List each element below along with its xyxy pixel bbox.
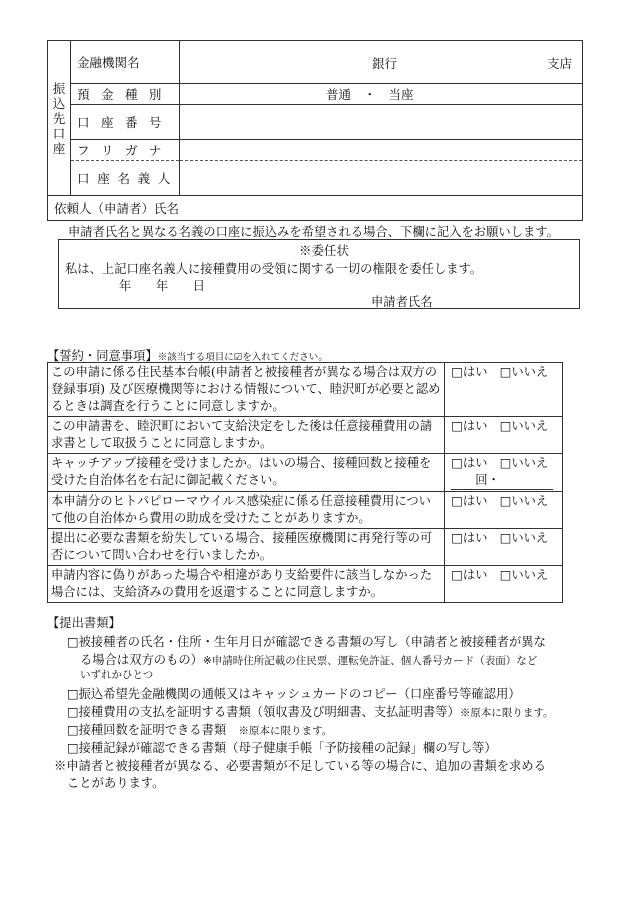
oath-answer-cell[interactable]: [445, 454, 563, 492]
delegation-box: [58, 239, 580, 309]
oath-question: 本申請分のヒトパピローマウイルス感染症に係る任意接種費用について他の自治体から費用の助成を受けたことがありますか。: [48, 492, 445, 529]
doc-item-bankbook[interactable]: □振込希望先金融機関の通帳又はキャッシュカードのコピー（口座番号等確認用）: [67, 687, 521, 701]
docs-footer-2: ことがあります。: [67, 776, 165, 790]
oath-question: この申請に係る住民基本台帳(申請者と被接種者が異なる場合は双方の登録事項) 及び医療機関等における情報について、睦沢町が必要と認めるときは調査を行うことに同意しますか。: [48, 363, 445, 417]
institution-label: 金融機関名: [71, 41, 180, 84]
account-type-field[interactable]: 普通 ・ 当座: [180, 84, 583, 105]
oath-answer[interactable]: □はい □いいえ: [445, 492, 563, 529]
holder-field[interactable]: [180, 161, 583, 196]
table-row: [48, 492, 563, 529]
side-char: 込: [52, 95, 66, 111]
oath-question: この申請書を、睦沢町において支給決定をした後は任意接種費用の請求書として取扱うことに同意しますか。: [48, 417, 445, 454]
oath-answer[interactable]: □はい □いいえ: [445, 529, 563, 566]
catchup-count[interactable]: 回・: [451, 472, 553, 490]
account-number-field[interactable]: [180, 105, 583, 140]
bank-side-label: [48, 41, 71, 196]
client-name-row[interactable]: [48, 196, 583, 221]
delegation-text: 私は、上記口座名義人に接種費用の受領に関する一切の権限を委任します。: [65, 262, 483, 276]
side-char: 先: [52, 110, 66, 126]
doc-item-count-note: ※原本に限ります。: [238, 725, 333, 737]
doc-item-id[interactable]: □被接種者の氏名・住所・生年月日が確認できる書類の写し（申請者と被接種者が異な: [67, 635, 546, 649]
oath-title: 【誓約・同意事項】: [47, 349, 158, 363]
account-number-label: 口 座 番 号: [71, 105, 180, 140]
table-row: [48, 566, 563, 603]
oath-answer[interactable]: □はい □いいえ: [451, 456, 549, 470]
doc-item-id-note2: いずれかひとつ: [80, 669, 154, 681]
oath-question: キャッチアップ接種を受けましたか。はいの場合、接種回数と接種を受けた自治体名を右記に御記載ください。: [48, 454, 445, 492]
furigana-field[interactable]: [180, 140, 583, 161]
client-label: 依頼人（申請者）氏名: [54, 201, 180, 216]
delegation-date[interactable]: 年 年 日: [119, 279, 206, 293]
bank-suffix: 銀行: [372, 56, 398, 71]
doc-item-id-cont: [80, 650, 537, 668]
doc-item-record[interactable]: □接種記録が確認できる書類（母子健康手帳「予防接種の記録」欄の写し等）: [67, 741, 497, 755]
table-row: [48, 454, 563, 492]
docs-footer-1: ※申請者と被接種者が異なる、必要書類が不足している等の場合に、追加の書類を求める: [54, 759, 546, 773]
doc-item-payment-text: □接種費用の支払を証明する書類（領収書及び明細書、支払証明書等）: [67, 705, 460, 719]
doc-item-payment-note: ※原本に限ります。: [459, 707, 554, 719]
side-char: 振: [52, 80, 66, 96]
oath-question: 申請内容に偽りがあった場合や相違があり支給要件に該当しなかった場合には、支給済みの費用を返還することに同意しますか。: [48, 566, 445, 603]
oath-title-note: ※該当する項目に☑を入れてください。: [157, 352, 328, 363]
table-row: [48, 529, 563, 566]
doc-item-id-note: ※申請時住所記載の住民票、運転免許証、個人番号カード（表面）など: [202, 655, 538, 667]
oath-answer[interactable]: □はい □いいえ: [445, 566, 563, 603]
table-row: [48, 417, 563, 454]
account-type-label: 預 金 種 別: [71, 84, 180, 105]
doc-item-count-text: □接種回数を証明できる書類: [67, 723, 227, 737]
oath-question: 提出に必要な書類を紛失している場合、接種医療機関に再発行等の可否について問い合わせを行いましたか。: [48, 529, 445, 566]
institution-field[interactable]: [180, 41, 583, 84]
different-name-note: 申請者氏名と異なる名義の口座に振込みを希望される場合、下欄に記入をお願いします。: [68, 225, 559, 239]
table-row: [48, 363, 563, 417]
doc-item-count[interactable]: [67, 720, 332, 738]
furigana-label: フ リ ガ ナ: [71, 140, 180, 161]
branch-suffix: 支店: [546, 56, 572, 71]
oath-answer[interactable]: □はい □いいえ: [445, 417, 563, 454]
side-char: 口: [52, 125, 66, 141]
docs-title: 【提出書類】: [47, 616, 121, 630]
oath-table: [47, 362, 563, 603]
holder-label: 口 座 名 義 人: [71, 161, 180, 196]
oath-answer[interactable]: □はい □いいえ: [445, 363, 563, 417]
bank-account-table: [47, 40, 583, 221]
side-char: 座: [52, 140, 66, 156]
delegation-title: ※委任状: [299, 243, 350, 258]
doc-item-id-cont-text: る場合は双方のもの）: [80, 653, 203, 667]
delegation-signature-label[interactable]: 申請者氏名: [371, 295, 433, 309]
doc-item-payment[interactable]: [67, 702, 554, 720]
